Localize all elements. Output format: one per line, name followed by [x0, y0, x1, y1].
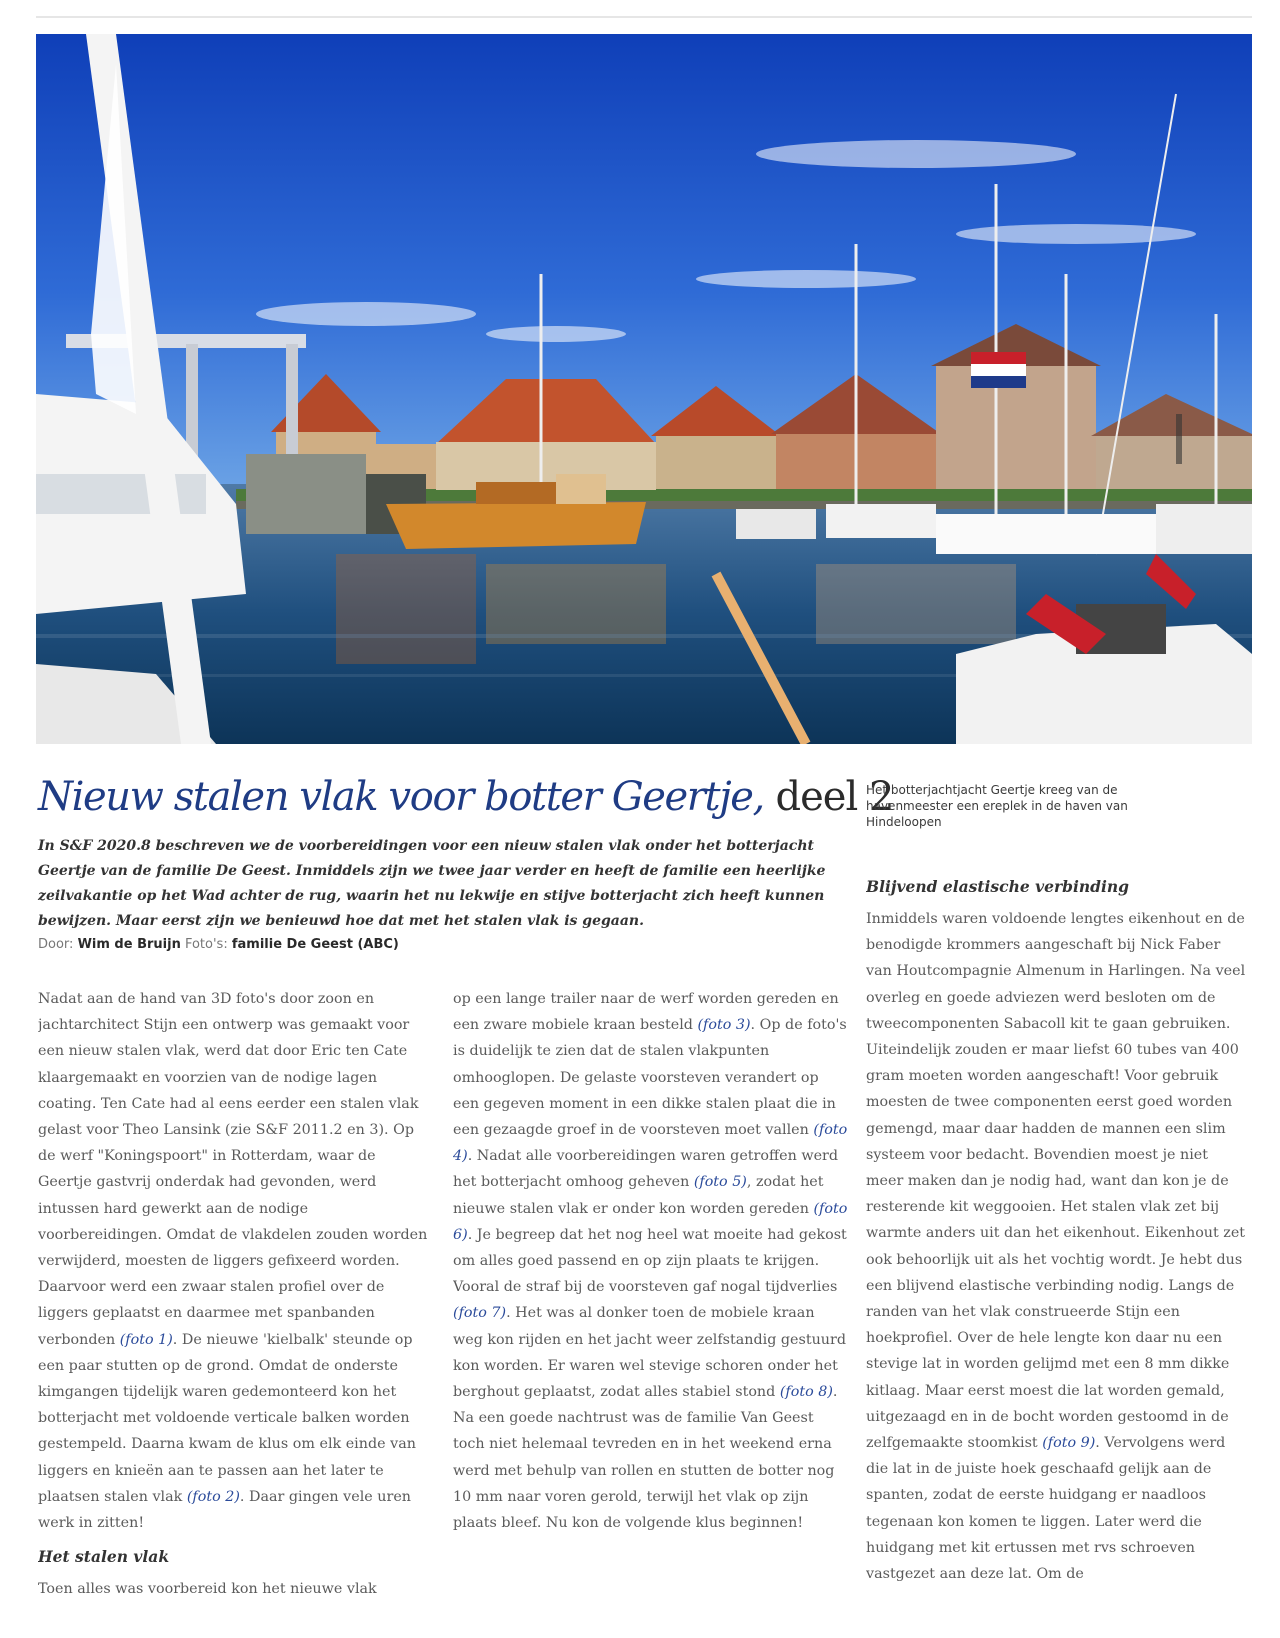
body-column-3 — [866, 874, 1246, 1638]
byline-door-label: Door: — [38, 937, 74, 952]
article-intro: In S&F 2020.8 beschreven we de voorbereidingen voor een nieuw stalen vlak onder het botterjacht Geertje van de familie De Geest. Inmiddels zijn we twee jaar verder en heeft de familie een heerlijke zeilvakantie op het Wad achter de rug, waarin het nu lekwije en stijve botterjacht zich heeft kunnen bewijzen. Maar eerst zijn we benieuwd hoe dat met het stalen vlak is gegaan. — [38, 838, 826, 929]
byline — [38, 935, 838, 955]
foto-ref: (foto 7) — [453, 1305, 507, 1322]
col1-paragraph-2: Toen alles was voorbereid kon het nieuwe vlak — [38, 1581, 377, 1598]
body-column-1 — [38, 986, 433, 1638]
foto-ref: (foto 8) — [779, 1384, 833, 1401]
title-main: Nieuw stalen vlak voor botter Geertje, — [38, 774, 764, 820]
top-rule — [36, 16, 1252, 18]
foto-ref: (foto 6) — [453, 1200, 848, 1243]
foto-ref: (foto 9) — [1042, 1435, 1096, 1452]
body-column-2 — [453, 986, 848, 1638]
harbour-photo — [36, 34, 1252, 744]
foto-ref: (foto 1) — [119, 1331, 173, 1348]
col2-paragraph-2: Na een goede nachtrust was de familie Van Geest toch niet helemaal tevreden en in het weekend erna werd met behulp van rollen en stutten de botter nog 10 mm naar voren gerold, terwijl het vlak op zijn plaats bleef. Nu kon de volgende klus beginnen! — [453, 1410, 835, 1532]
subheading-het-stalen-vlak: Het stalen vlak — [38, 1547, 170, 1567]
col1-paragraph-1: Nadat aan de hand van 3D foto's door zoon en jachtarchitect Stijn een ontwerp was gemaakt voor een nieuw stalen vlak, werd dat door Eric ten Cate klaargemaakt en voorzien van de nodige lagen coating. Ten Cate had al eens eerder een stalen vlak gelast voor Theo Lansink (zie S&F 2011.2 en 3). Op de werf "Koningspoort" in Rotterdam, waar de Geertje gastvrij onderdak had gevonden, werd intussen hard gewerkt aan de nodige voorbereidingen. Omdat de vlakdelen zouden worden verwijderd, moesten de liggers gefixeerd worden. Daarvoor werd een zwaar stalen profiel over de liggers geplaatst en daarmee met spanbanden verbonden (foto 1). De nieuwe 'kielbalk' steunde op een paar stutten op de grond. Omdat de onderste kimgangen tijdelijk waren gedemonteerd kon het botterjacht met voldoende verticale balken worden gestempeld. Daarna kwam de klus om elk einde van liggers en knieën aan te passen aan het later te plaatsen stalen vlak (foto 2). Daar gingen vele uren werk in zitten! — [38, 991, 428, 1532]
subheading-blijvend-elastische-verbinding: Blijvend elastische verbinding — [866, 877, 1129, 896]
foto-ref: (foto 4) — [453, 1122, 848, 1165]
foto-ref: (foto 2) — [186, 1488, 240, 1505]
foto-ref: (foto 3) — [697, 1017, 751, 1034]
foto-ref: (foto 5) — [693, 1174, 747, 1191]
photo-caption: Het botterjachtjacht Geertje kreeg van de havenmeester een ereplek in de haven van Hindeloopen — [866, 783, 1128, 829]
col3-paragraph-1: Inmiddels waren voldoende lengtes eikenhout en de benodigde krommers aangeschaft bij Nick Faber van Houtcompagnie Almenum in Harlingen. Na veel overleg en goede adviezen werd besloten om de tweecomponenten Sabacoll kit te gaan gebruiken. Uiteindelijk zouden er maar liefst 60 tubes van 400 gram moeten worden aangeschaft! Voor gebruik moesten de twee componenten eerst goed worden gemengd, maar daar hadden de mannen een slim systeem voor bedacht. Bovendien moest je niet meer maken dan je nodig had, want dan kon je de resterende kit weggooien. Het stalen vlak zet bij warmte anders uit dan het eikenhout. Eikenhout zet ook behoorlijk uit als het vochtig wordt. Je hebt dus een blijvend elastische verbinding nodig. Langs de randen van het vlak construeerde Stijn een hoekprofiel. Over de hele lengte kon daar nu een stevige lat in worden gelijmd met een 8 mm dikke kitlaag. Maar eerst moest die lat worden gemald, uitgezaagd en in de bocht worden gestoomd in de zelfgemaakte stoomkist (foto 9). Vervolgens werd die lat in de juiste hoek geschaafd gelijk aan de spanten, zodat de eerste huidgang er naadloos tegenaan kon komen te liggen. Later werd die huidgang met kit ertussen met rvs schroeven vastgezet aan deze lat. Om de — [866, 911, 1246, 1583]
col2-paragraph-1: op een lange trailer naar de werf worden gereden en een zware mobiele kraan besteld (foto 3). Op de foto's is duidelijk te zien dat de stalen vlakpunten omhooglopen. De gelaste voorsteven verandert op een gegeven moment in een dikke stalen plaat die in een gezaagde groef in de voorsteven moet vallen (foto 4). Nadat alle voorbereidingen waren getroffen werd het botterjacht omhoog geheven (foto 5), zodat het nieuwe stalen vlak er onder kon worden gereden (foto 6). Je begreep dat het nog heel wat moeite had gekost om alles goed passend en op zijn plaats te krijgen. Vooral de straf bij de voorsteven gaf nogal tijdverlies (foto 7). Het was al donker toen de mobiele kraan weg kon rijden en het jacht weer zelfstandig gestuurd kon worden. Er waren wel stevige schoren onder het berghout geplaatst, zodat alles stabiel stond (foto 8). — [453, 991, 848, 1401]
article-title — [38, 772, 894, 822]
title-sub: deel 2 — [763, 774, 894, 820]
dutch-flag — [971, 352, 1026, 388]
byline-author: Wim de Bruijn — [77, 937, 181, 952]
byline-fotos-label: Foto's: — [184, 937, 228, 952]
byline-photographer: familie De Geest (ABC) — [231, 937, 399, 952]
